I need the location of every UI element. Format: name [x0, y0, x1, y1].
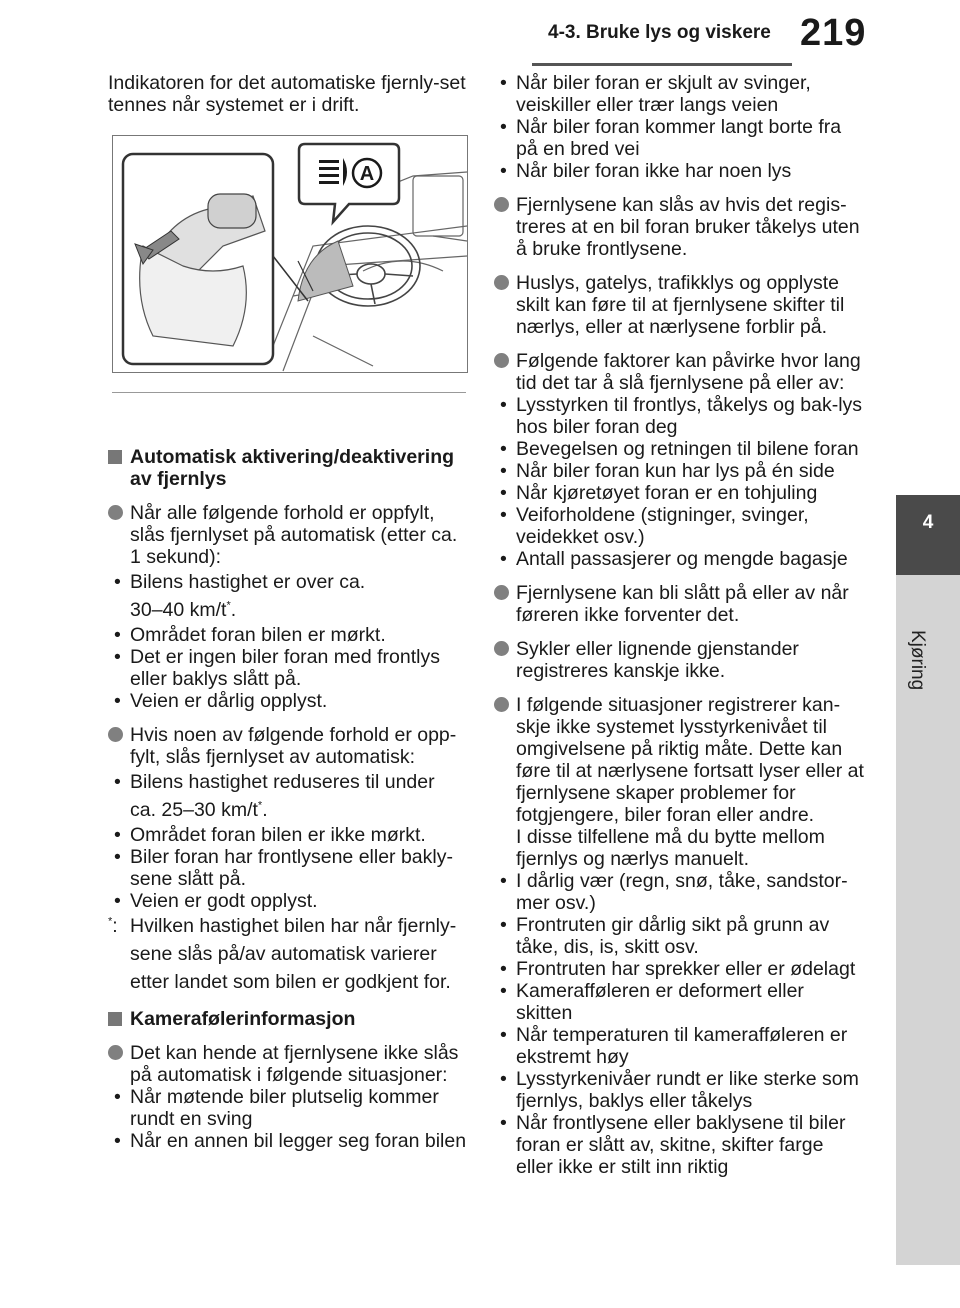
street-lights-note: Huslys, gatelys, trafikklys og opplyste skilt kan føre til at fjernlysene skifter til nærlys, eller at nærlysene forblir på. [494, 272, 864, 338]
bicycles-note: Sykler eller lignende gjenstander registreres kanskje ikke. [494, 638, 864, 682]
bullet-movement: • Bevegelsen og retningen til bilene foran [494, 438, 864, 460]
bullet-dark: • Området foran bilen er mørkt. [108, 624, 468, 646]
chapter-label: Kjøring [907, 630, 928, 691]
condition-on: Når alle følgende forhold er oppfylt, slås fjernlyset på automatisk (etter ca. 1 sekund): [108, 502, 468, 568]
chapter-tab [896, 495, 960, 575]
bullet-speed-off: • Bilens hastighet reduseres til under ca. 25–30 km/t*. [108, 768, 468, 824]
bullet-well-lit: • Veien er godt opplyst. [108, 890, 468, 912]
bullet-no-lights: • Når biler foran ikke har noen lys [494, 160, 864, 182]
fog-lights-note: Fjernlysene kan slås av hvis det regis-treres at en bil foran bruker tåkelys uten å bruke frontlysene. [494, 194, 864, 260]
bullet-cut-in: • Når en annen bil legger seg foran bilen [108, 1130, 468, 1152]
bullet-brightness: • Lysstyrken til frontlys, tåkelys og bak-lys hos biler foran deg [494, 394, 864, 438]
timing-factors: Følgende faktorer kan påvirke hvor lang tid det tar å slå fjernlysene på eller av: [494, 350, 864, 394]
bullet-oncoming: • Når møtende biler plutselig kommer rundt en sving [108, 1086, 468, 1130]
bullet-hidden-cars: • Når biler foran er skjult av svinger, veiskiller eller trær langs veien [494, 72, 864, 116]
bullet-not-dark: • Området foran bilen er ikke mørkt. [108, 824, 468, 846]
bullet-far-cars: • Når biler foran kommer langt borte fra på en bred vei [494, 116, 864, 160]
heading-camera-info: Kamerafølerinformasjon [108, 1008, 468, 1030]
bullet-cars-lit: • Biler foran har frontlysene eller bakly-sene slått på. [108, 846, 468, 890]
bullet-no-cars: • Det er ingen biler foran med frontlys eller baklys slått på. [108, 646, 468, 690]
bullet-one-side: • Når biler foran kun har lys på én side [494, 460, 864, 482]
header-rule [532, 63, 792, 66]
page-number: 219 [800, 12, 867, 54]
bullet-road-conditions: • Veiforholdene (stigninger, svinger, veidekket osv.) [494, 504, 864, 548]
section-title: 4-3. Bruke lys og viskere [548, 22, 771, 43]
right-column [494, 72, 864, 1178]
bullet-weather: • I dårlig vær (regn, snø, tåke, sandstor-mer osv.) [494, 870, 864, 914]
left-column [108, 72, 468, 1152]
unexpected-switch: Fjernlysene kan bli slått på eller av når føreren ikke forventer det. [494, 582, 864, 626]
auto-indicator-letter: A [359, 163, 375, 185]
bullet-speed-on: • Bilens hastighet er over ca. 30–40 km/t*. [108, 568, 468, 624]
chapter-number: 4 [922, 512, 934, 533]
bullet-sensor-hot: • Når temperaturen til kamerafføleren er ekstremt høy [494, 1024, 864, 1068]
bullet-lights-off: • Når frontlysene eller baklysene til biler foran er slått av, skitne, skifter farge eller ikke er stilt inn riktig [494, 1112, 864, 1178]
bullet-two-wheeler: • Når kjøretøyet foran er en tohjuling [494, 482, 864, 504]
bullet-ambient-bright: • Lysstyrkenivåer rundt er like sterke som fjernlys, baklys eller tåkelys [494, 1068, 864, 1112]
heading-auto-activation: Automatisk aktivering/deaktivering av fjernlys [108, 446, 468, 490]
bullet-poor-light: • Veien er dårlig opplyst. [108, 690, 468, 712]
intro-text: Indikatoren for det automatiske fjernly-set tennes når systemet er i drift. [108, 72, 466, 116]
footnote: *: Hvilken hastighet bilen har når fjernly-sene slås på/av automatisk varierer etter landet som bilen er godkjent for. [108, 915, 457, 993]
camera-may-fail: Det kan hende at fjernlysene ikke slås på automatisk i følgende situasjoner: [108, 1042, 468, 1086]
bullet-windshield-cracked: • Frontruten har sprekker eller er ødelagt [494, 958, 864, 980]
condition-off: Hvis noen av følgende forhold er opp-fylt, slås fjernlyset av automatisk: [108, 724, 468, 768]
ambient-detection: I følgende situasjoner registrerer kan-skje ikke systemet lysstyrkenivået til omgivelsene på riktig måte. Dette kan føre til at nærlysene fortsatt lyser eller at fjernlysene skaper problemer for fotgjengere, biler foran eller andre. I disse tilfellene må du bytte mellom fjernlys og nærlys manuelt. [494, 694, 864, 870]
bullet-passengers: • Antall passasjerer og mengde bagasje [494, 548, 864, 570]
bullet-windshield-visibility: • Frontruten gir dårlig sikt på grunn av tåke, dis, is, skitt osv. [494, 914, 864, 958]
bullet-sensor-deformed: • Kamerafføleren er deformert eller skitten [494, 980, 864, 1024]
